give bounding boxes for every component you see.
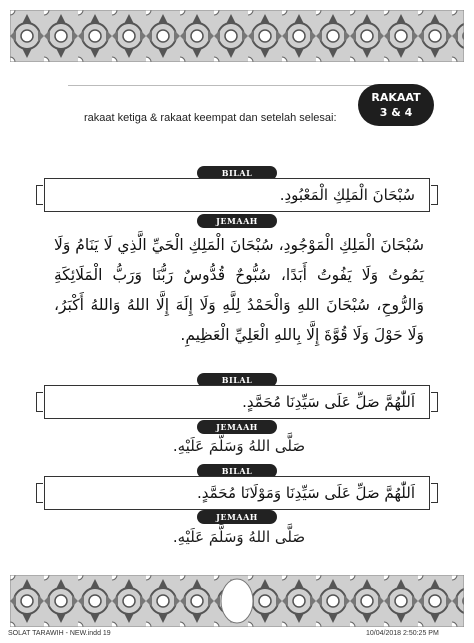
bilal-box-1 xyxy=(44,178,430,212)
bilal-label: BILAL xyxy=(197,373,277,387)
badge-line2: 3 & 4 xyxy=(379,106,413,119)
rakaat-badge xyxy=(358,84,434,126)
jemaah-text-3: صَلَّى اللهُ وَسَلَّمَ عَلَيْهِ. xyxy=(172,528,306,546)
jemaah-text-1: سُبْحَانَ الْمَلِكِ الْمَوْجُودِ، سُبْحَانَ الْمَلِكِ الْحَيِّ الَّذِي لَا يَنَامُ وَلَا يَمُوتُ وَلَا يَفُوتُ أَبَدًا، سُبُّوحٌ قُدُّوسٌ رَبُّنَا وَرَبُّ الْمَلَائِكَةِ وَالرُّوحِ، سُبْحَانَ اللهِ وَالْحَمْدُ لِلَّهِ وَلَا إِلَهَ إِلَّا اللهُ وَاللهُ أَكْبَرُ، وَلَا حَوْلَ وَلَا قُوَّةَ إِلَّا بِاللهِ الْعَلِيِّ الْعَظِيمِ. xyxy=(54,236,424,344)
jemaah-label: JEMAAH xyxy=(197,214,277,228)
header-divider xyxy=(68,85,408,86)
bilal-box-2 xyxy=(44,385,430,419)
bilal-label: BILAL xyxy=(197,464,277,478)
intro-text: rakaat ketiga & rakaat keempat dan setelah selesai: xyxy=(84,112,337,124)
jemaah-label: JEMAAH xyxy=(197,510,277,524)
bilal-text-3: اَللّٰهُمَّ صَلِّ عَلَى سَيِّدِنَا وَمَوْلَانَا مُحَمَّدٍ. xyxy=(196,484,415,502)
bilal-box-3 xyxy=(44,476,430,510)
bilal-text-2: اَللّٰهُمَّ صَلِّ عَلَى سَيِّدِنَا مُحَمَّدٍ. xyxy=(242,393,415,411)
bilal-label: BILAL xyxy=(197,166,277,180)
footer-filename: SOLAT TARAWIH - NEW.indd 19 xyxy=(8,630,111,637)
jemaah-label: JEMAAH xyxy=(197,420,277,434)
bottom-ornament-band xyxy=(10,575,464,627)
footer-timestamp: 10/04/2018 2:50:25 PM xyxy=(366,630,439,637)
jemaah-text-2: صَلَّى اللهُ وَسَلَّمَ عَلَيْهِ. xyxy=(172,437,306,455)
bilal-text-1: سُبْحَانَ الْمَلِكِ الْمَعْبُودِ. xyxy=(279,186,415,204)
top-ornament-band xyxy=(10,10,464,62)
badge-line1: RAKAAT xyxy=(371,91,421,104)
